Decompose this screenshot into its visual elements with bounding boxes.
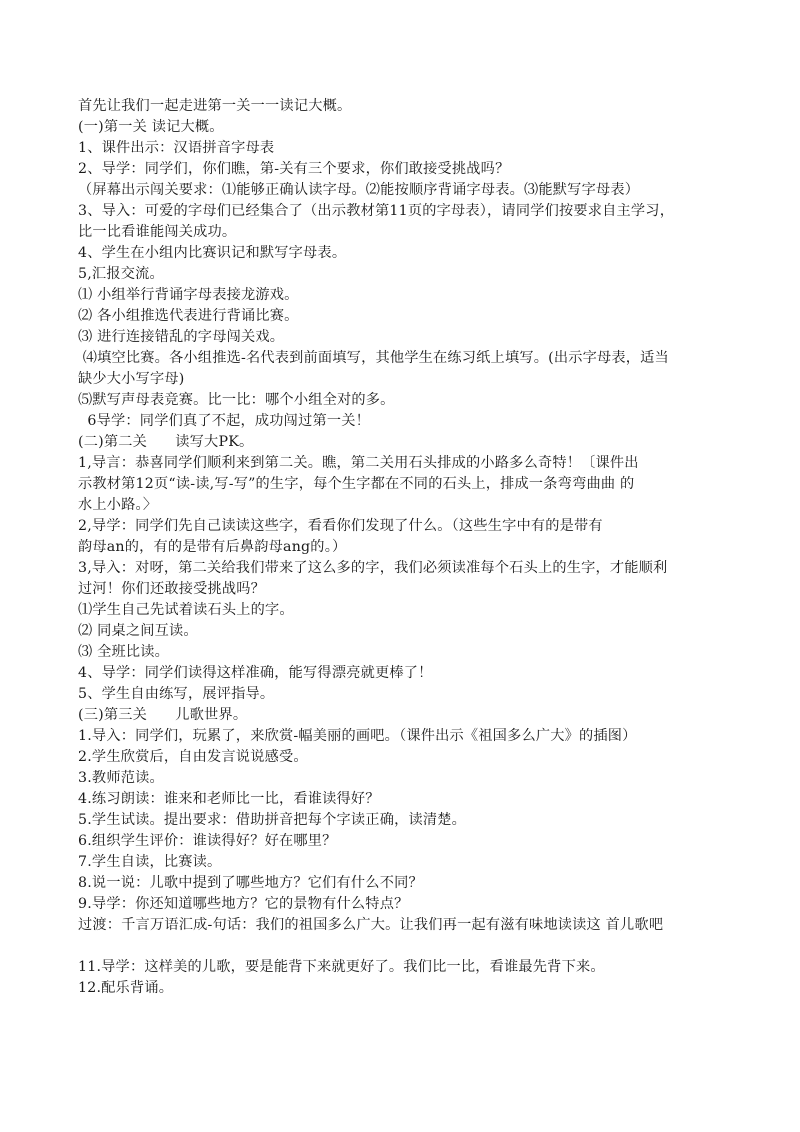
document-body <box>78 96 728 999</box>
text-line: 缺少大小写字母) <box>78 371 185 387</box>
text-line: 韵母an的，有的是带有后鼻韵母ang的。） <box>78 539 347 555</box>
text-line: 示教材第12页“读-读,写-写”的生字，每个生字都在不同的石头上，排成一条弯弯曲曲 的 <box>78 476 635 492</box>
text-line: 1.导入：同学们，玩累了，来欣赏-幅美丽的画吧。（课件出示《祖国多么广大》的插图） <box>78 728 637 744</box>
text-line: 3,导入：对呀，第二关给我们带来了这么多的字，我们必须读准每个石头上的生字，才能顺利 <box>78 560 668 576</box>
text-line: ⑵ 各小组推选代表进行背诵比赛。 <box>78 308 299 324</box>
text-line: (三)第三关 儿歌世界。 <box>78 707 248 723</box>
text-line: 5.学生试读。提出要求：借助拼音把每个字读正确，读清楚。 <box>78 812 467 828</box>
text-line: 7.学生自读，比赛读。 <box>78 854 222 870</box>
text-line: 2、导学：同学们，你们瞧，第-关有三个要求，你们敢接受挑战吗？ <box>78 161 510 177</box>
text-line: 5、学生自由练写，展评指导。 <box>78 686 275 702</box>
text-line: ⑶ 全班比读。 <box>78 644 170 660</box>
text-line: ⑷填空比赛。各小组推选-名代表到前面填写，其他学生在练习纸上填写。(出示字母表，适当 <box>78 350 669 366</box>
text-line: ⑵ 同桌之间互读。 <box>78 623 198 639</box>
text-line: 过河！你们还敢接受挑战吗？ <box>78 581 266 597</box>
text-line: 过渡：千言万语汇成-句话：我们的祖国多么广大。让我们再一起有滋有味地读读这 首儿歌吧 <box>78 917 664 933</box>
text-line: 6.组织学生评价：谁读得好？好在哪里？ <box>78 833 337 849</box>
text-line: 水上小路。〉 <box>78 497 158 513</box>
text-line: (一)第一关 读记大概。 <box>78 119 224 135</box>
text-line: ⑴学生自己先试着读石头上的字。 <box>78 602 294 618</box>
text-line: 9.导学：你还知道哪些地方？它的景物有什么特点？ <box>78 896 409 912</box>
text-line: 1、课件出示：汉语拼音字母表 <box>78 140 275 156</box>
text-line: 6导学：同学们真了不起，成功闯过第一关！ <box>78 413 371 429</box>
text-line: ⑶ 进行连接错乱的字母闯关戏。 <box>78 329 285 345</box>
text-line: 2,导学：同学们先自己读读这些字，看看你们发现了什么。（这些生字中有的是带有 <box>78 518 603 534</box>
text-line: 8.说一说：儿歌中提到了哪些地方？它们有什么不同？ <box>78 875 423 891</box>
text-line: 首先让我们一起走进第一关一一读记大概。 <box>78 98 352 114</box>
text-line: 1,导言：恭喜同学们顺利来到第二关。瞧，第二关用石头排成的小路多么奇特！〔课件出 <box>78 455 639 471</box>
text-line: 12.配乐背诵。 <box>78 980 174 996</box>
text-line: ⑴ 小组举行背诵字母表接龙游戏。 <box>78 287 299 303</box>
text-line: (二)第二关 读写大PK。 <box>78 434 254 450</box>
text-line: ⑸默写声母表竞赛。比一比：哪个小组全对的多。 <box>78 392 395 408</box>
text-line: 3.教师范读。 <box>78 770 164 786</box>
text-line: 4.练习朗读：谁来和老师比一比，看谁读得好？ <box>78 791 380 807</box>
text-line: 11.导学：这样美的儿歌，要是能背下来就更好了。我们比一比，看谁最先背下来。 <box>78 959 605 975</box>
text-line: 4、导学：同学们读得这样准确，能写得漂亮就更棒了！ <box>78 665 433 681</box>
text-line: 3、导入：可爱的字母们已经集合了（出示教材第11页的字母表），请同学们按要求自主学习， <box>78 203 675 219</box>
text-line: 5,汇报交流。 <box>78 266 164 282</box>
text-line <box>78 936 728 957</box>
text-line: 4、学生在小组内比赛识记和默写字母表。 <box>78 245 347 261</box>
text-line: 2.学生欣赏后，自由发言说说感受。 <box>78 749 308 765</box>
text-line: 比一比看谁能闯关成功。 <box>78 224 237 240</box>
text-line: （屏幕出示闯关要求：⑴能够正确认读字母。⑵能按顺序背诵字母表。⑶能默写字母表） <box>78 182 640 198</box>
